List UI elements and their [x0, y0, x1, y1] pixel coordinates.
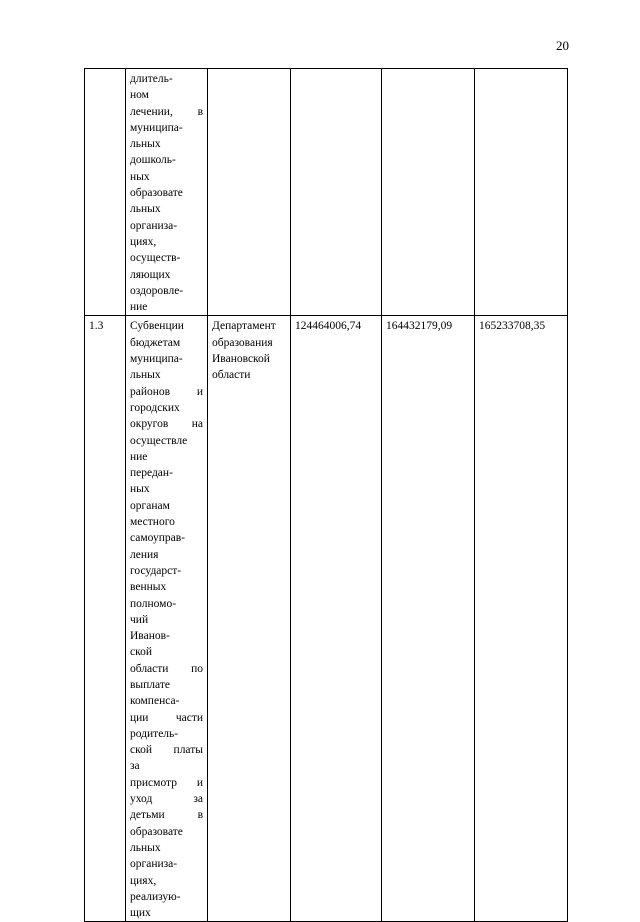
name-line: чий [130, 613, 149, 626]
name-line: муниципа- [130, 353, 183, 366]
name-line: полномо- [130, 597, 177, 610]
name-line: Субвенции [130, 320, 184, 333]
activity-name-cell [126, 316, 208, 922]
name-line: льных [130, 841, 161, 854]
name-line: бюджетам [130, 336, 181, 349]
name-line: образовате [130, 825, 183, 838]
name-line: присмотр и [130, 776, 203, 789]
name-line: выплате [130, 678, 170, 691]
executor-cell [208, 69, 291, 316]
name-line: образовате [130, 187, 183, 200]
activity-name-cell [126, 69, 208, 316]
name-line: самоуправ- [130, 532, 185, 545]
name-line: организа- [130, 219, 178, 232]
value-cell-2: 164432179,09 [382, 316, 475, 922]
name-line: районов и [130, 385, 203, 398]
name-line: Иванов- [130, 630, 170, 643]
name-line: осуществле [130, 434, 188, 447]
value-cell-3 [475, 69, 568, 316]
name-line: венных [130, 581, 167, 594]
name-line: реализую- [130, 890, 181, 903]
name-line: ской платы [130, 744, 203, 757]
row-number-cell: 1.3 [85, 316, 126, 922]
name-line: льных [130, 369, 161, 382]
row-number-cell [85, 69, 126, 316]
name-line: компенса- [130, 695, 180, 708]
name-line: ном [130, 89, 149, 102]
name-line: органам [130, 499, 170, 512]
name-line: циях, [130, 235, 157, 248]
name-line: ления [130, 548, 159, 561]
name-line: ляющих [130, 268, 171, 281]
name-line: ской [130, 646, 153, 659]
name-line: оздоровле- [130, 284, 184, 297]
name-line: щих [130, 907, 151, 920]
name-line: ние [130, 450, 148, 463]
value-cell-3: 165233708,35 [475, 316, 568, 922]
table-row [85, 316, 568, 922]
name-line: организа- [130, 858, 178, 871]
name-line: ных [130, 483, 150, 496]
name-line: ных [130, 170, 150, 183]
name-line: уход за [130, 793, 203, 806]
name-line: государст- [130, 564, 182, 577]
name-line: области по [130, 662, 203, 675]
name-line: ции части [130, 711, 203, 724]
name-line: лечении, в [130, 105, 203, 118]
value-cell-1 [291, 69, 382, 316]
name-line: дошколь- [130, 154, 176, 167]
value-cell-2 [382, 69, 475, 316]
name-line: льных [130, 203, 161, 216]
executor-cell: Департамент образования Ивановской области [208, 316, 291, 922]
value-cell-1: 124464006,74 [291, 316, 382, 922]
name-line: округов на [130, 418, 203, 431]
page-number: 20 [556, 38, 569, 53]
budget-table [84, 68, 568, 922]
name-line: осуществ- [130, 252, 181, 265]
name-line: местного [130, 516, 175, 529]
name-line: длитель- [130, 73, 173, 85]
name-line: муниципа- [130, 121, 183, 134]
name-line: за [130, 760, 140, 773]
name-line: льных [130, 138, 161, 151]
name-line: детьми в [130, 809, 203, 822]
table-row [85, 69, 568, 316]
name-line: ние [130, 301, 148, 314]
name-line: передан- [130, 467, 173, 480]
name-line: циях, [130, 874, 157, 887]
name-line: городских [130, 401, 180, 414]
name-line: родитель- [130, 727, 179, 740]
